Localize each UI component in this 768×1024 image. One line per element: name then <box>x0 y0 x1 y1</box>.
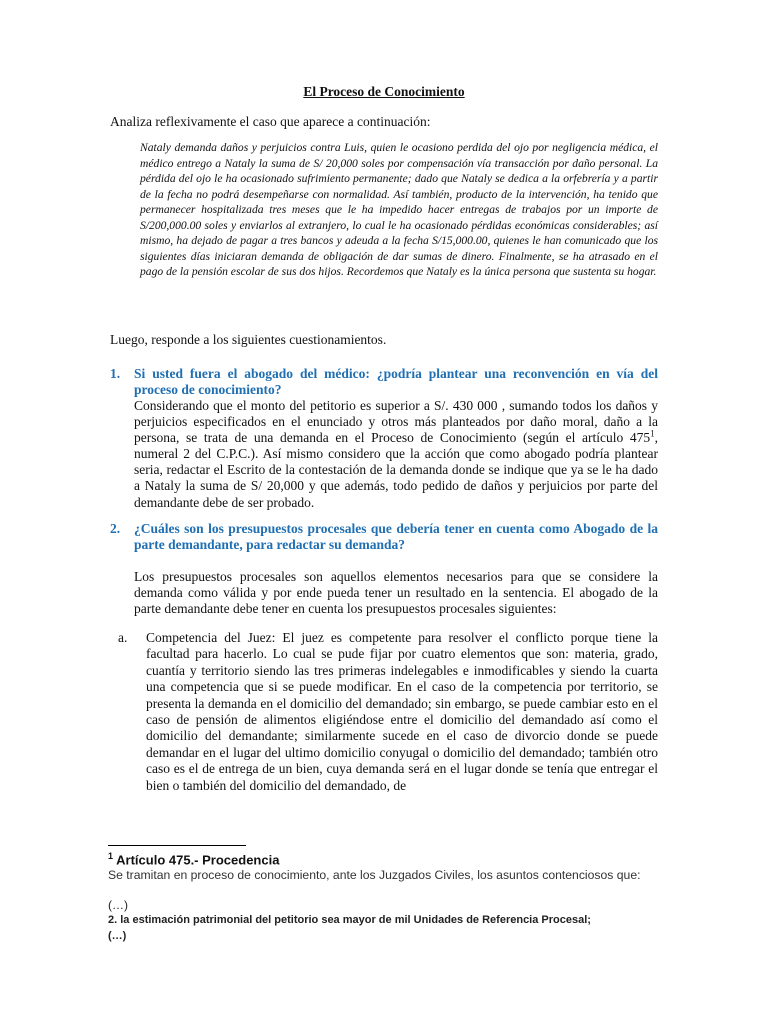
footnote-item-2: 2. la estimación patrimonial del petitorio sea mayor de mil Unidades de Referencia Procesal; <box>108 914 591 926</box>
question-2-number: 2. <box>110 521 121 536</box>
answer-2: Los presupuestos procesales son aquellos elementos necesarios para que se considere la demanda como válida y por ende pueda tener un resultado en la sentencia. El abogado de la parte demandante debe tener en cuenta los presupuestos procesales siguientes: <box>134 569 658 617</box>
answer-1 <box>134 398 658 511</box>
question-1-number: 1. <box>110 366 121 381</box>
list-item-a <box>118 630 658 794</box>
answer-1-part2: , numeral 2 del C.P.C.). Así mismo considero que la acción que como abogado podría plantear seria, redactar el Escrito de la contestación de la demanda donde se indique que ya se le ha dado a Nataly la suma de S/ 20,000 y que además, todo pedido de daños y perjuicios por parte del demandante debe de ser probado. <box>134 430 658 510</box>
question-2 <box>110 521 658 553</box>
list-item-a-text: Competencia del Juez: El juez es competente para resolver el conflicto porque tiene la facultad para hacerlo. Lo cual se pude fijar por cuatro elementos que son: materia, grado, cuantía y territorio siendo las tres primeras indelegables e inmodificables y siendo la cuarta una competencia que si se puede modificar. En el caso de la competencia por territorio, se presenta la demanda en el domicilio del demandado; sin embargo, se puede cambiar esto en el caso de pensión de alimentos eligiéndose entre el domicilio del demandado así como el domicilio del demandante; similarmente sucede en el caso de divorcio donde se puede demandar en el lugar del ultimo domicilio conyugal o domicilio del demandado; también otro caso es el de entrega de un bien, cuya demanda será en el lugar donde se tenía que entregar el bien o también del domicilio del demandado, de <box>146 630 658 793</box>
footnote-ellipsis-1: (…) <box>108 898 128 912</box>
footnote-heading-text: Artículo 475.- Procedencia <box>116 852 280 868</box>
list-item-a-letter: a. <box>118 630 128 645</box>
footnote-divider <box>108 845 246 846</box>
footnote-ref: 1 <box>650 428 655 439</box>
instructions-text: Luego, responde a los siguientes cuestionamientos. <box>110 332 387 347</box>
question-2-text: ¿Cuáles son los presupuestos procesales que debería tener en cuenta como Abogado de la parte demandante, para redactar su demanda? <box>134 521 658 552</box>
question-1 <box>110 366 658 398</box>
question-1-text: Si usted fuera el abogado del médico: ¿podría plantear una reconvención en vía del proceso de conocimiento? <box>134 366 658 397</box>
intro-text: Analiza reflexivamente el caso que aparece a continuación: <box>110 114 431 129</box>
footnote-marker: 1 <box>108 851 114 861</box>
case-text: Nataly demanda daños y perjuicios contra Luis, quien le ocasiono perdida del ojo por negligencia médica, el médico entrego a Nataly la suma de S/ 20,000 soles por compensación vía transacción por daño personal. La pérdida del ojo le ha ocasionado sufrimiento permanente; dado que Nataly se dedica a la orfebrería y a partir de la fecha no podrá desempeñarse con normalidad. Así también, producto de la intervención, ha tenido que permanecer hospitalizada tres meses que le ha impedido hacer entregas de trabajos por un importe de S/200,000.00 soles y enviarlos al extranjero, lo cual le ha ocasionado pérdidas económicas considerables; así mismo, ha dejado de pagar a tres bancos y adeuda a la fecha S/15,000.00, quienes le han comunicado que los siguientes días iniciaran demanda de obligación de dar sumas de dinero. Finalmente, se ha atrasado en el pago de la pensión escolar de sus dos hijos. Recordemos que Nataly es la única persona que sustenta su hogar. <box>140 141 658 278</box>
page-title: El Proceso de Conocimiento <box>303 84 465 99</box>
answer-1-part1: Considerando que el monto del petitorio es superior a S/. 430 000 , sumando todos los daños y perjuicios especificados en el enunciado y otros más planteados por daño moral, daño a la persona, se trata de una demanda en el Proceso de Conocimiento (según el artículo 475 <box>134 398 658 446</box>
footnote-heading <box>108 851 279 867</box>
footnote-ellipsis-2: (…) <box>108 930 127 942</box>
footnote-text: Se tramitan en proceso de conocimiento, ante los Juzgados Civiles, los asuntos contenciosos que: <box>108 868 641 882</box>
